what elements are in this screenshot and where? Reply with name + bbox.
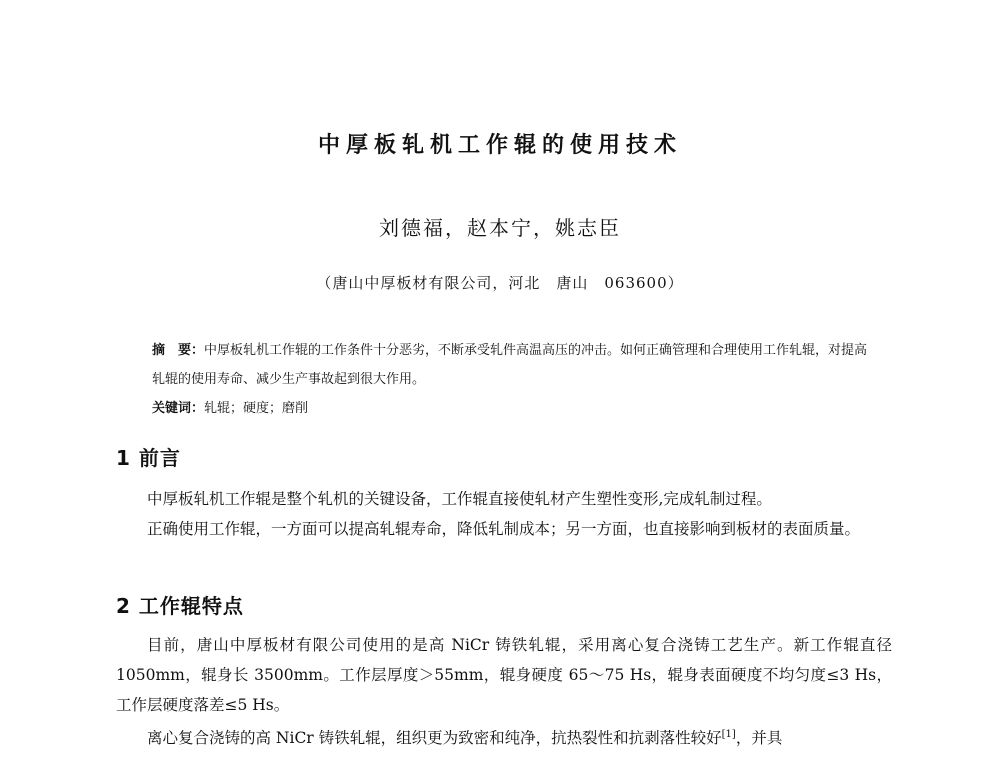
section-1-paragraph-1: 中厚板轧机工作辊是整个轧机的关键设备，工作辊直接使轧材产生塑性变形,完成轧制过程。: [147, 490, 772, 508]
section-2-paragraph-2-text: 离心复合浇铸的高 NiCr 铸铁轧辊，组织更为致密和纯净，抗热裂性和抗剥落性较好: [147, 729, 722, 748]
section-2-body: [116, 630, 892, 753]
section-2-paragraph-2-tail: ，并具: [735, 729, 783, 748]
paper-affiliation: （唐山中厚板材有限公司，河北 唐山 063600）: [316, 274, 684, 292]
abstract-label: 摘 要：: [152, 343, 205, 358]
section-1-paragraph-2: 正确使用工作辊，一方面可以提高轧辊寿命，降低轧制成本；另一方面，也直接影响到板材的表面质量。: [147, 520, 861, 538]
keywords: [152, 394, 872, 423]
keywords-label: 关键词：: [152, 401, 205, 416]
citation-ref: [1]: [721, 729, 736, 740]
section-heading-2: 2 工作辊特点: [116, 594, 244, 618]
paper-authors: 刘德福，赵本宁，姚志臣: [379, 216, 621, 240]
section-2-paragraph-2: [116, 720, 892, 753]
section-2-paragraph-1: 目前，唐山中厚板材有限公司使用的是高 NiCr 铸铁轧辊，采用离心复合浇铸工艺生产。新工作辊直径 1050mm，辊身长 3500mm。工作层厚度＞55mm，辊身硬度 65～75 Hs，辊身表面硬度不均匀度≤3 Hs，工作层硬度落差≤5 Hs。: [116, 636, 892, 714]
abstract: [152, 336, 872, 394]
abstract-text: 中厚板轧机工作辊的工作条件十分恶劣，不断承受轧件高温高压的冲击。如何正确管理和合理使用工作轧辊，对提高轧辊的使用寿命、减少生产事故起到很大作用。: [152, 343, 868, 387]
keywords-text: 轧辊；硬度；磨削: [204, 401, 309, 416]
section-1-body: [116, 484, 892, 544]
section-heading-1: 1 前言: [116, 446, 181, 470]
paper-title: 中厚板轧机工作辊的使用技术: [317, 132, 682, 158]
